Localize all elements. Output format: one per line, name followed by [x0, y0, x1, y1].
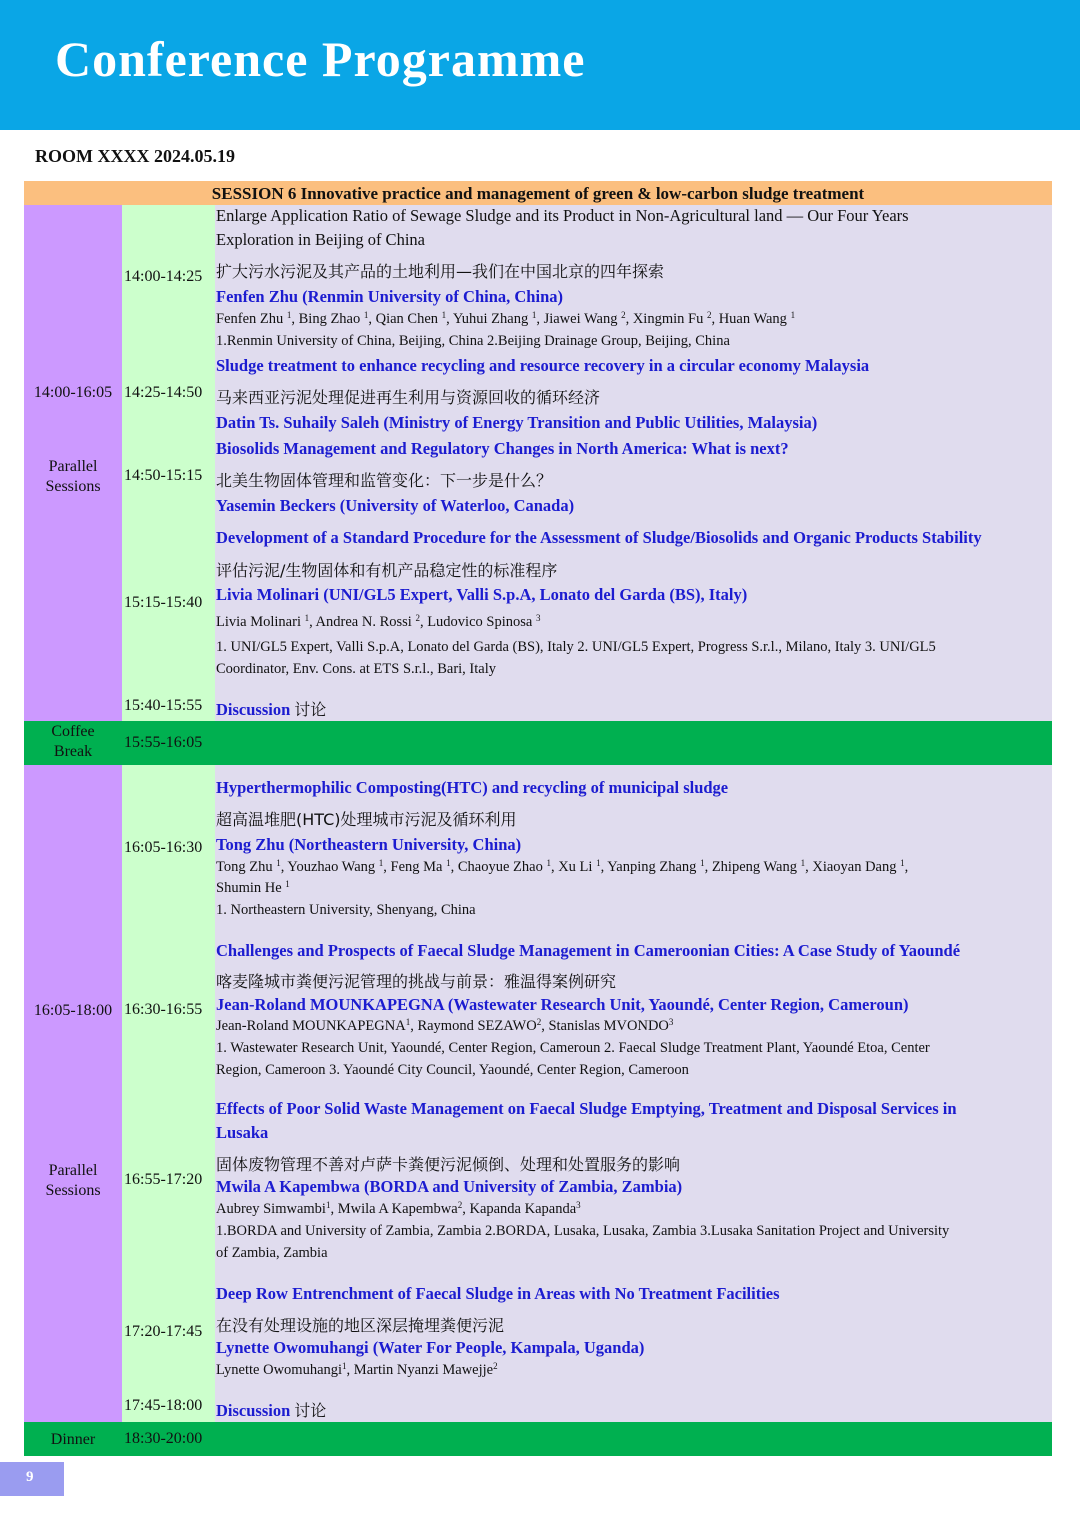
block1-label	[24, 457, 122, 497]
author-affiliation-mark: 1	[900, 858, 905, 868]
author-name: Martin Nyanzi Mawejje	[353, 1362, 494, 1378]
author-name: Yuhui Zhang	[452, 311, 532, 327]
author-affiliation-mark: 2	[536, 1017, 542, 1027]
talk4-title-zh: 评估污泥/生物固体和有机产品稳定性的标准程序	[216, 561, 558, 580]
author-name: Kapanda Kapanda	[469, 1201, 577, 1217]
talk6-affiliations-line1: 1. Wastewater Research Unit, Yaoundé, Center Region, Cameroun 2. Faecal Sludge Treatment Plant, Yaoundé Etoa, Center	[216, 1040, 930, 1056]
author-name: Stanislas MVONDO	[548, 1018, 669, 1034]
talk4-affiliations-line1: 1. UNI/GL5 Expert, Valli S.p.A, Lonato del Garda (BS), Italy 2. UNI/GL5 Expert, Progress S.r.l., Milano, Italy 3. UNI/GL5	[216, 639, 936, 655]
author-affiliation-mark: 1	[531, 310, 537, 320]
author-name: Raymond SEZAWO	[417, 1018, 537, 1034]
author-affiliation-mark: 1	[790, 310, 796, 320]
coffee-label: Coffee	[51, 723, 95, 740]
talk1-speaker: Fenfen Zhu (Renmin University of China, China)	[216, 287, 563, 306]
author-affiliation-mark: 1	[700, 858, 705, 868]
talk5-time: 16:05-16:30	[124, 839, 203, 856]
author-name: Livia Molinari	[216, 614, 305, 630]
author-affiliation-mark: 2	[621, 310, 626, 320]
talk5-authors-line2	[216, 880, 290, 897]
author-name: Andrea N. Rossi	[315, 614, 416, 630]
talk6-time: 16:30-16:55	[124, 1001, 203, 1018]
author-name: Huan Wang	[718, 311, 791, 327]
author-affiliation-mark: 1	[405, 1017, 411, 1027]
author-affiliation-mark: 1	[441, 310, 447, 320]
talk1-title-line1: Enlarge Application Ratio of Sewage Sludge and its Product in Non-Agricultural land — Our Four Years	[216, 206, 909, 225]
talk5-title: Hyperthermophilic Composting(HTC) and recycling of municipal sludge	[216, 778, 729, 797]
author-affiliation-mark: 3	[535, 613, 541, 623]
talk8-speaker: Lynette Owomuhangi (Water For People, Kampala, Uganda)	[216, 1338, 645, 1357]
author-affiliation-mark: 1	[342, 1361, 347, 1371]
author-affiliation-mark: 1	[304, 613, 310, 623]
talk1-authors: Fenfen Zhu $^1$, Bing Zhao $^1$, Qian Chen $^1$, Yuhui Zhang $^1$, Jiawei Wang $^2$, Xingmin Fu $^2$, Huan Wang $^1$	[216, 310, 796, 327]
author-name: Xu Li	[558, 859, 597, 875]
talk5-affiliations: 1. Northeastern University, Shenyang, China	[216, 902, 476, 918]
talk8-title-zh: 在没有处理设施的地区深层掩埋粪便污泥	[216, 1316, 505, 1335]
talk2-speaker: Datin Ts. Suhaily Saleh (Ministry of Energy Transition and Public Utilities, Malaysia)	[216, 413, 818, 432]
parallel-label: Parallel	[48, 458, 98, 475]
discussion1	[216, 697, 326, 720]
parallel-label: Parallel	[48, 1162, 98, 1179]
talk7-time: 16:55-17:20	[124, 1171, 203, 1188]
talk4-affiliations-line2: Coordinator, Env. Cons. at ETS S.r.l., Bari, Italy	[216, 661, 496, 677]
author-affiliation-mark: 3	[576, 1200, 581, 1210]
talk6-speaker: Jean-Roland MOUNKAPEGNA (Wastewater Research Unit, Yaoundé, Center Region, Cameroun)	[216, 995, 909, 1014]
talk1-title-line2: Exploration in Beijing of China	[216, 230, 425, 249]
author-name: Youzhao Wang	[287, 859, 379, 875]
discussion2	[216, 1398, 326, 1421]
dinner-label: Dinner	[50, 1431, 96, 1448]
sessions-label: Sessions	[45, 478, 101, 495]
author-affiliation-mark: 1	[546, 858, 551, 868]
coffee-break-label	[24, 722, 122, 762]
dinner-row	[122, 1422, 1052, 1456]
talk4-authors: Livia Molinari $^1$, Andrea N. Rossi $^2$, Ludovico Spinosa $^3$	[216, 613, 541, 630]
talk4-time: 15:15-15:40	[124, 594, 203, 611]
talk6-title-zh: 喀麦隆城市粪便污泥管理的挑战与前景：雅温得案例研究	[216, 972, 617, 991]
author-affiliation-mark: 3	[668, 1017, 674, 1027]
coffee-break-time: 15:55-16:05	[124, 734, 203, 751]
dinner-time: 18:30-20:00	[124, 1430, 203, 1447]
talk6-affiliations-line2: Region, Cameroon 3. Yaoundé City Council, Yaoundé, Center Region, Cameroon	[216, 1062, 689, 1078]
talk3-title: Biosolids Management and Regulatory Changes in North America: What is next?	[216, 439, 789, 458]
header-banner	[0, 0, 1080, 130]
block2-time: 16:05-18:00	[33, 1002, 113, 1019]
talk5-speaker: Tong Zhu (Northeastern University, China)	[216, 835, 522, 854]
talk2-title-zh: 马来西亚污泥处理促进再生利用与资源回收的循环经济	[216, 388, 601, 407]
talk5-title-zh: 超高温堆肥(HTC)处理城市污泥及循环利用	[216, 810, 517, 829]
author-name: Yanping Zhang	[607, 859, 701, 875]
talk7-title-line1: Effects of Poor Solid Waste Management on Faecal Sludge Emptying, Treatment and Disposal Services in	[216, 1099, 957, 1118]
discussion1-label: Discussion	[216, 700, 291, 719]
author-affiliation-mark: 1	[378, 858, 384, 868]
author-name: Bing Zhao	[298, 311, 364, 327]
talk2-title: Sludge treatment to enhance recycling and resource recovery in a circular economy Malaysia	[216, 356, 870, 375]
author-name: Jiawei Wang	[543, 311, 622, 327]
author-affiliation-mark: 2	[706, 310, 712, 320]
author-name: Ludovico Spinosa	[427, 614, 536, 630]
author-name: Lynette Owomuhangi	[216, 1362, 343, 1378]
discussion2-label: Discussion	[216, 1401, 291, 1420]
author-affiliation-mark: 2	[415, 613, 420, 623]
author-name: Shumin He	[216, 880, 286, 896]
talk3-time: 14:50-15:15	[124, 467, 203, 484]
author-affiliation-mark: 1	[325, 1200, 331, 1210]
talk7-authors: Aubrey Simwambi$^1$, Mwila A Kapembwa$^2$, Kapanda Kapanda$^3$	[216, 1200, 581, 1217]
talk4-speaker: Livia Molinari (UNI/GL5 Expert, Valli S.p.A, Lonato del Garda (BS), Italy)	[216, 585, 748, 604]
break-label: Break	[53, 743, 93, 760]
block2-session-cell	[24, 765, 122, 1422]
talk3-title-zh: 北美生物固体管理和监管变化：下一步是什么？	[216, 471, 553, 490]
author-affiliation-mark: 1	[363, 310, 369, 320]
talk1-title-zh: 扩大污水污泥及其产品的土地利用—我们在中国北京的四年探索	[216, 262, 665, 281]
block2-label	[24, 1161, 122, 1201]
page-number: 9	[0, 1462, 64, 1496]
discussion2-time: 17:45-18:00	[124, 1397, 203, 1414]
author-name: Qian Chen	[375, 311, 442, 327]
author-affiliation-mark: 1	[596, 858, 601, 868]
author-affiliation-mark: 2	[493, 1361, 498, 1371]
author-name: Feng Ma	[390, 859, 447, 875]
author-affiliation-mark: 1	[286, 310, 292, 320]
author-name: Fenfen Zhu	[216, 311, 287, 327]
talk1-time: 14:00-14:25	[124, 268, 203, 285]
author-name: Xingmin Fu	[632, 311, 707, 327]
talk7-title-line2: Lusaka	[216, 1123, 269, 1142]
talk4-title: Development of a Standard Procedure for the Assessment of Sludge/Biosolids and Organic Products Stability	[216, 528, 982, 547]
talk8-title: Deep Row Entrenchment of Faecal Sludge in Areas with No Treatment Facilities	[216, 1284, 780, 1303]
page-title: Conference Programme	[55, 31, 586, 87]
author-name: Mwila A Kapembwa	[337, 1201, 458, 1217]
author-affiliation-mark: 1	[276, 858, 281, 868]
talk7-speaker: Mwila A Kapembwa (BORDA and University of Zambia, Zambia)	[216, 1177, 683, 1196]
block1-time: 14:00-16:05	[33, 384, 113, 401]
talk8-authors: Lynette Owomuhangi$^1$, Martin Nyanzi Mawejje$^2$	[216, 1361, 498, 1378]
talk3-speaker: Yasemin Beckers (University of Waterloo, Canada)	[216, 496, 575, 515]
talk7-affiliations-line1: 1.BORDA and University of Zambia, Zambia 2.BORDA, Lusaka, Lusaka, Zambia 3.Lusaka Sanitation Project and University	[216, 1223, 950, 1239]
coffee-break-row	[122, 721, 1052, 765]
talk7-title-zh: 固体废物管理不善对卢萨卡粪便污泥倾倒、处理和处置服务的影响	[216, 1155, 681, 1174]
author-affiliation-mark: 1	[285, 879, 290, 889]
talk1-affiliations: 1.Renmin University of China, Beijing, China 2.Beijing Drainage Group, Beijing, China	[216, 333, 730, 349]
author-name: Zhipeng Wang	[711, 859, 801, 875]
author-affiliation-mark: 2	[457, 1200, 463, 1210]
author-name: Jean-Roland MOUNKAPEGNA	[216, 1018, 406, 1034]
author-name: Chaoyue Zhao	[457, 859, 547, 875]
author-affiliation-mark: 1	[446, 858, 451, 868]
discussion1-zh: 讨论	[294, 700, 327, 719]
talk6-title: Challenges and Prospects of Faecal Sludge Management in Cameroonian Cities: A Case Study of Yaoundé	[216, 941, 961, 960]
talk6-authors: Jean-Roland MOUNKAPEGNA$^1$, Raymond SEZAWO$^2$, Stanislas MVONDO$^3$	[216, 1017, 674, 1034]
discussion2-zh: 讨论	[294, 1401, 327, 1420]
talk8-time: 17:20-17:45	[124, 1323, 203, 1340]
talk7-affiliations-line2: of Zambia, Zambia	[216, 1245, 328, 1261]
author-affiliation-mark: 1	[800, 858, 806, 868]
discussion1-time: 15:40-15:55	[124, 697, 203, 714]
author-name: Tong Zhu	[216, 859, 277, 875]
talk2-time: 14:25-14:50	[124, 384, 203, 401]
talk5-authors: Tong Zhu $^1$, Youzhao Wang $^1$, Feng Ma $^1$, Chaoyue Zhao $^1$, Xu Li $^1$, Yanping Zhang $^1$, Zhipeng Wang $^1$, Xiaoyan Dang $^1$,	[216, 858, 909, 875]
session-title: SESSION 6 Innovative practice and management of green & low-carbon sludge treatment	[24, 181, 1052, 205]
room-date: ROOM XXXX 2024.05.19	[35, 146, 235, 166]
author-name: Xiaoyan Dang	[812, 859, 901, 875]
sessions-label: Sessions	[45, 1182, 101, 1199]
author-name: Aubrey Simwambi	[216, 1201, 326, 1217]
